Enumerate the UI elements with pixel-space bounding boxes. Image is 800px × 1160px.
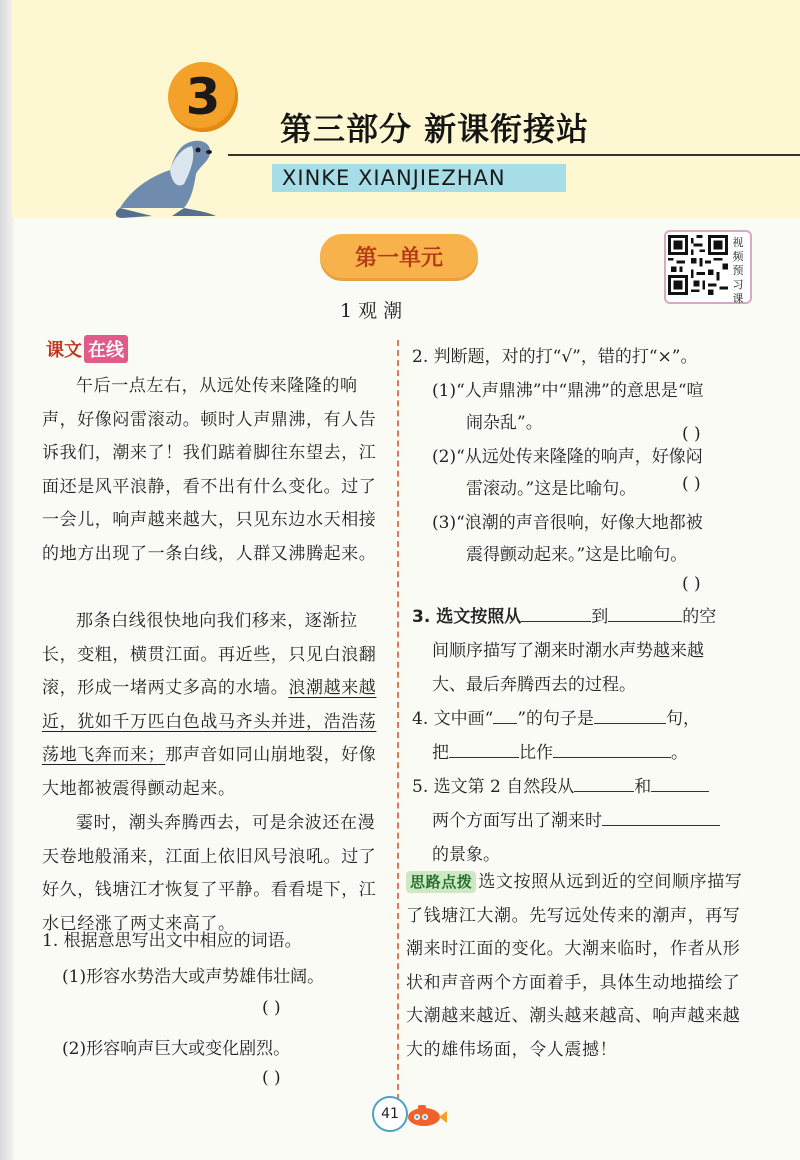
part-number-badge [168, 62, 238, 132]
part-number: 3 [185, 68, 221, 126]
question-3-line-3: 大、最后奔腾西去的过程。 [432, 675, 636, 695]
question-3-to: 到 [591, 607, 609, 627]
question-5-line-3: 的景象。 [432, 845, 500, 865]
question-5-line-1 [412, 772, 709, 797]
passage-text-2a: 那条白线很快地向我们移来，逐渐拉长，变粗，横贯江面。再近些，只见白浪翻滚，形成一堵两丈多高的水墙。 [42, 611, 377, 698]
answer-blank-3-a[interactable] [521, 620, 591, 622]
answer-blank-4-c[interactable] [553, 756, 671, 758]
passage-paragraph-2 [42, 605, 387, 806]
part-title: 第三部分 新课衔接站 [280, 110, 590, 148]
answer-blank-5-a[interactable] [574, 790, 634, 792]
qr-code-icon[interactable] [668, 235, 728, 295]
answer-blank-2-3[interactable]: ( ) [682, 574, 701, 594]
passage-text-1: 午后一点左右，从远处传来隆隆的响声，好像闷雷滚动。顿时人声鼎沸，有人告诉我们，潮来了！我们踮着脚往东望去，江面还是风平浪静，看不出有什么变化。过了一会儿，响声越来越大，只见东边水天相接的地方出现了一条白线，人群又沸腾起来。 [42, 376, 377, 564]
section-tag-part-b: 在线 [84, 335, 128, 363]
thinking-tip [406, 866, 748, 1067]
answer-blank-1-2[interactable]: ( ) [262, 1068, 281, 1088]
question-2-3-line-1: (3)“浪潮的声音很响，好像大地都被 [432, 513, 703, 533]
section-tag-text-online [44, 334, 128, 364]
answer-blank-4-a[interactable] [594, 722, 666, 724]
unit-title: 第一单元 [320, 234, 478, 278]
question-4-mid: ”的句子是 [517, 709, 595, 729]
answer-blank-1-1[interactable]: ( ) [262, 998, 281, 1018]
question-4-period: 。 [671, 743, 688, 763]
passage-paragraph-1 [42, 370, 387, 571]
question-3-end: 的空 [682, 607, 717, 627]
question-2-2-line-2: 雷滚动。”这是比喻句。 [466, 479, 637, 499]
passage-paragraph-3 [42, 807, 387, 941]
section-tag-part-a: 课文 [46, 340, 82, 361]
page-number: 41 [372, 1096, 408, 1132]
answer-blank-5-b[interactable] [651, 790, 709, 792]
answer-blank-2-1[interactable]: ( ) [682, 424, 701, 444]
question-2-2-line-1: (2)“从远处传来隆隆的响声，好像闷 [432, 447, 703, 467]
question-2: 2. 判断题，对的打“√”，错的打“×”。 [412, 347, 698, 367]
question-5-start: 5. 选文第 2 自然段从 [412, 777, 575, 797]
lesson-title: 1 观 潮 [340, 300, 403, 322]
underlined-sentence: 浪潮越来越近，犹如千万匹白色战马齐头并进，浩浩荡荡地飞奔而来； [42, 678, 377, 765]
tip-text: 选文按照从远到近的空间顺序描写了钱塘江大潮。先写远处传来的潮声，再写潮来时江面的变化。大潮来临时，作者从形状和声音两个方面着手，具体生动地描绘了大潮越来越近、潮头越来越高、响声越来越大的雄伟场面，令人震撼！ [406, 872, 743, 1060]
question-4-end: 句， [666, 709, 701, 729]
question-1-2: (2)形容响声巨大或变化剧烈。 [62, 1039, 291, 1059]
question-5-and: 和 [634, 777, 652, 797]
answer-blank-2-2[interactable]: ( ) [682, 474, 701, 494]
tip-tag: 思路点拨 [406, 871, 476, 893]
passage-text-2b: 那声音如同山崩地裂，好像大地都被震得颤动起来。 [42, 745, 377, 799]
question-4-ba: 把 [432, 743, 449, 763]
question-4-bizuo: 比作 [519, 743, 553, 763]
question-4-line-1 [412, 704, 700, 729]
question-2-1-line-1: (1)“人声鼎沸”中“鼎沸”的意思是“喧 [432, 381, 704, 401]
question-3-line-1 [412, 602, 716, 627]
question-5-line-2 [432, 806, 720, 831]
question-1: 1. 根据意思写出文中相应的词语。 [42, 931, 302, 951]
part-title-pinyin: XINKE XIANJIEZHAN [282, 166, 506, 190]
question-2-3-line-2: 震得颤动起来。”这是比喻句。 [466, 545, 688, 565]
question-1-1: (1)形容水势浩大或声势雄伟壮阔。 [62, 967, 325, 987]
underline-sample [493, 722, 517, 724]
question-4-line-2 [432, 738, 688, 763]
qr-label: 视频预习课 [732, 236, 744, 305]
question-3-line-2: 间顺序描写了潮来时潮水声势越来越 [432, 641, 704, 661]
seal-mascot-icon [112, 128, 222, 220]
column-divider [397, 340, 399, 1100]
passage-text-3: 霎时，潮头奔腾西去，可是余波还在漫天卷地般涌来，江面上依旧风号浪吼。过了好久，钱塘江才恢复了平静。看看堤下，江水已经涨了两丈来高了。 [42, 813, 377, 934]
answer-blank-5-c[interactable] [602, 824, 720, 826]
answer-blank-4-b[interactable] [449, 756, 519, 758]
answer-blank-3-b[interactable] [608, 620, 682, 622]
title-rule [228, 154, 800, 156]
question-4-start: 4. 文中画“ [412, 709, 494, 729]
submarine-fish-icon [402, 1100, 448, 1130]
question-2-1-line-2: 闹杂乱”。 [466, 413, 543, 433]
question-3-start: 3. 选文按照从 [412, 607, 522, 627]
question-5-mid: 两个方面写出了潮来时 [432, 811, 602, 831]
